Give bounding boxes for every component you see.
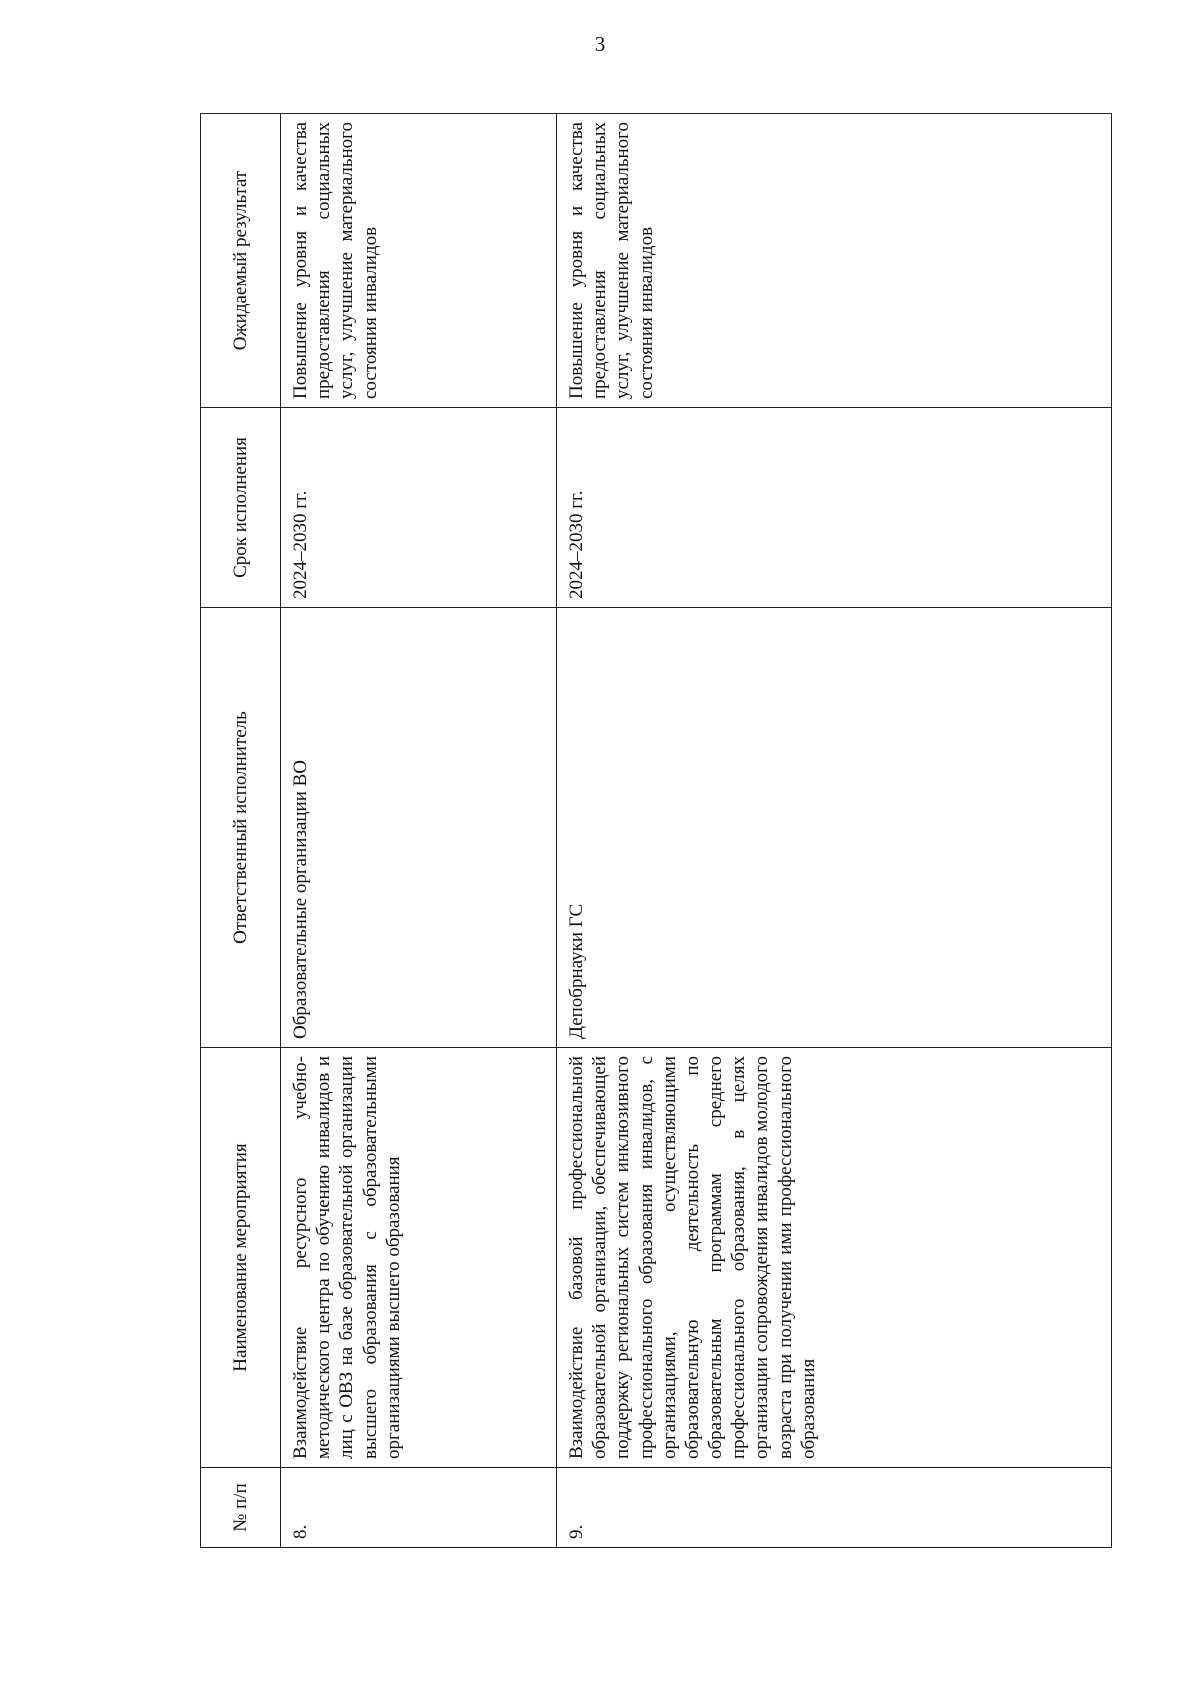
cell-num: 9. xyxy=(557,1468,1112,1548)
header-name: Наименование мероприятия xyxy=(201,1048,281,1468)
cell-result: Повышение уровня и качества предоставления социальных услуг, улучшение материального состояния инвалидов xyxy=(281,114,557,408)
table-row xyxy=(557,114,1112,1548)
cell-name: Взаимодействие ресурсного учебно-методического центра по обучению инвалидов и лиц с ОВЗ на базе образовательной организации высшего образования с образовательными организациями высшего образования xyxy=(281,1048,557,1468)
cell-deadline: 2024–2030 гг. xyxy=(281,408,557,608)
cell-num: 8. xyxy=(281,1468,557,1548)
header-result: Ожидаемый результат xyxy=(201,114,281,408)
cell-executor: Депобрнауки ГС xyxy=(557,608,1112,1048)
header-executor: Ответственный исполнитель xyxy=(201,608,281,1048)
page-number: 3 xyxy=(594,32,606,56)
cell-deadline: 2024–2030 гг. xyxy=(557,408,1112,608)
header-deadline: Срок исполнения xyxy=(201,408,281,608)
cell-name: Взаимодействие базовой профессиональной образовательной организации, обеспечивающей поддержку региональных систем инклюзивного профессионального образования инвалидов, с организациями, осуществляющими образовательную деятельность по образовательным программам среднего профессионального образования, в целях организации сопровождения инвалидов молодого возраста при получении ими профессионального образования xyxy=(557,1048,1112,1468)
table-header-row xyxy=(201,114,281,1548)
table-row xyxy=(281,114,557,1548)
header-num: № п/п xyxy=(201,1468,281,1548)
cell-executor: Образовательные организации ВО xyxy=(281,608,557,1048)
cell-result: Повышение уровня и качества предоставления социальных услуг, улучшение материального состояния инвалидов xyxy=(557,114,1112,408)
measures-table xyxy=(200,113,1112,1548)
rotated-table-wrapper xyxy=(200,114,1112,1548)
